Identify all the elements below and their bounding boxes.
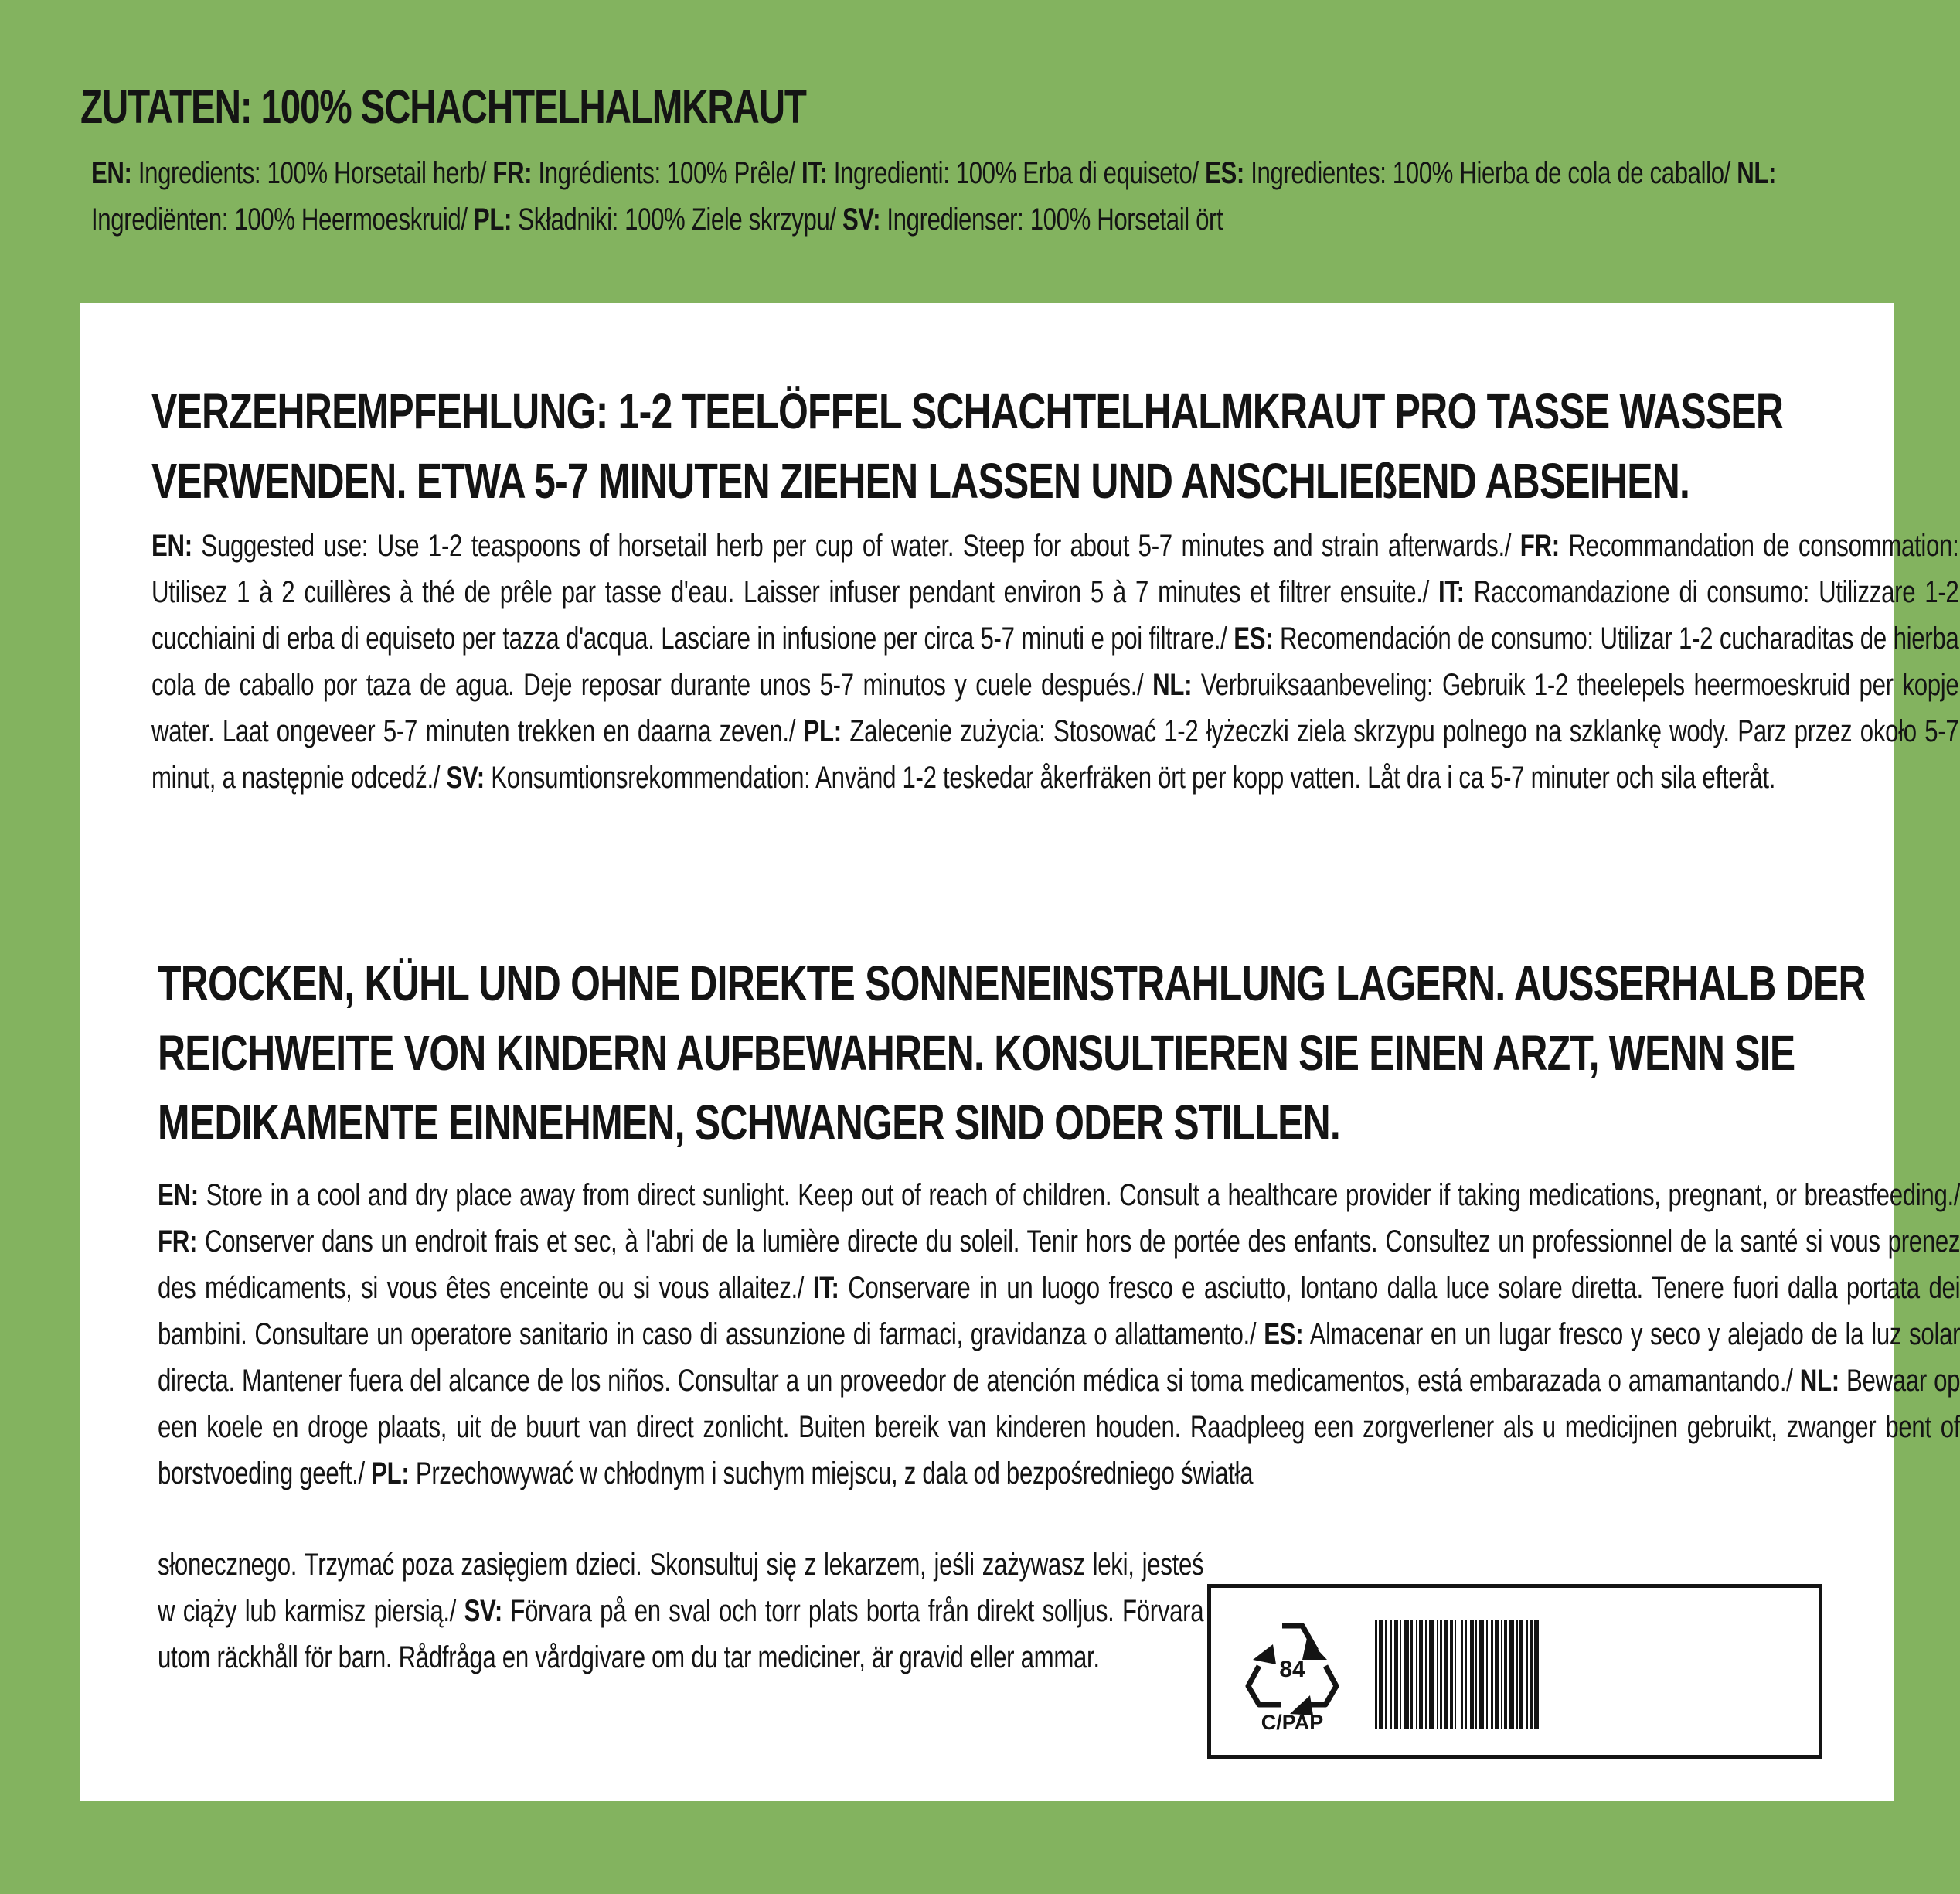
barcode-bar (1429, 1620, 1434, 1729)
lang-code-en: EN: (151, 529, 192, 563)
storage-text-fr: Conserver dans un endroit frais et sec, à l'abri de la lumière directe du soleil. Tenir hors de portée des enfants. Consultez un professionnel de la santé si vous prenez des médicaments, si vous êtes enceinte ou si vous allaitez./ (158, 1225, 1960, 1305)
lang-code-fr: FR: (1519, 529, 1560, 563)
barcode-bar (1425, 1620, 1427, 1729)
lang-code-pl: PL: (803, 714, 842, 748)
lang-code-pl: PL: (473, 203, 512, 237)
barcode-bar (1450, 1620, 1453, 1729)
barcode-bar (1404, 1620, 1409, 1729)
usage-text-en: Suggested use: Use 1-2 teaspoons of horsetail herb per cup of water. Steep for about 5-7 minutes and strain afterwards./ (192, 529, 1520, 563)
barcode-bar (1440, 1620, 1442, 1729)
ingredients-text-es: Ingredientes: 100% Hierba de cola de caballo/ (1244, 156, 1737, 190)
barcode-bar (1504, 1620, 1507, 1729)
lang-code-sv: SV: (842, 203, 881, 237)
lang-code-en: EN: (158, 1178, 199, 1212)
ingredients-text-nl: Ingrediënten: 100% Heermoeskruid/ (91, 203, 474, 237)
ingredients-text-it: Ingredienti: 100% Erba di equiseto/ (827, 156, 1206, 190)
lang-code-nl: NL: (1152, 668, 1193, 702)
recycling-code: C/PAP (1261, 1711, 1324, 1734)
lang-code-nl: NL: (1737, 156, 1777, 190)
barcode-bar (1375, 1620, 1377, 1729)
barcode-bar (1479, 1620, 1484, 1729)
barcode-bar (1437, 1620, 1438, 1729)
ingredients-text-fr: Ingrédients: 100% Prêle/ (532, 156, 802, 190)
lang-code-it: IT: (1438, 575, 1465, 609)
ingredients-text-sv: Ingredienser: 100% Horsetail ört (880, 203, 1223, 237)
barcode-bar (1526, 1620, 1528, 1729)
barcode-bar (1416, 1620, 1417, 1729)
lang-code-es: ES: (1234, 622, 1274, 656)
barcode-bar (1465, 1620, 1467, 1729)
ingredients-text-pl: Składniki: 100% Ziele skrzypu/ (511, 203, 842, 237)
lang-code-en: EN: (91, 156, 132, 190)
barcode-bar (1534, 1620, 1539, 1729)
label-card (80, 303, 1960, 1801)
barcode-bar (1385, 1620, 1387, 1729)
packaging-code-box (1207, 1584, 1822, 1759)
barcode-bar (1530, 1620, 1533, 1729)
storage-title: TROCKEN, KÜHL UND OHNE DIREKTE SONNENEINSTRAHLUNG LAGERN. AUSSERHALB DER REICHWEITE VON KINDERN AUFBEWAHREN. KONSULTIEREN SIE EINEN ARZT, WENN SIE MEDIKAMENTE EINNEHMEN, SCHWANGER SIND ODER STILLEN. (158, 956, 1866, 1150)
usage-text-it: Raccomandazione di consumo: Utilizzare 1-2 cucchiaini di erba di equiseto per tazza d'acqua. Lasciare in infusione per circa 5-7 minuti e poi filtrare./ (151, 575, 1959, 656)
barcode-bar (1516, 1620, 1518, 1729)
lang-code-pl: PL: (371, 1456, 410, 1490)
barcode-bar (1475, 1620, 1477, 1729)
lang-code-it: IT: (801, 156, 828, 190)
usage-translations (151, 523, 1958, 801)
storage-translations (158, 1172, 1960, 1497)
usage-title: VERZEHREMPFEHLUNG: 1-2 TEELÖFFEL SCHACHTELHALMKRAUT PRO TASSE WASSER VERWENDEN. ETWA 5-7 MINUTEN ZIEHEN LASSEN UND ANSCHLIEßEND ABSEIHEN. (151, 383, 1784, 509)
storage-text-sv: Förvara på en sval och torr plats borta från direkt solljus. Förvara utom räckhåll för barn. Rådfråga en vårdgivare om du tar mediciner, är gravid eller ammar. (158, 1594, 1204, 1674)
usage-text-sv: Konsumtionsrekommendation: Använd 1-2 teskedar åkerfräken ört per kopp vatten. Låt dra i ca 5-7 minuter och sila efteråt. (484, 761, 1776, 795)
barcode-bar (1379, 1620, 1383, 1729)
barcode-bar (1509, 1620, 1514, 1729)
barcode-icon (1375, 1620, 1797, 1729)
lang-code-es: ES: (1205, 156, 1244, 190)
barcode-bar (1394, 1620, 1398, 1729)
ingredients-header (80, 79, 1827, 243)
barcode-bar (1519, 1620, 1523, 1729)
ingredients-title: ZUTATEN: 100% SCHACHTELHALMKRAUT (80, 80, 806, 133)
barcode-bar (1400, 1620, 1401, 1729)
barcode-bar (1444, 1620, 1448, 1729)
storage-text-pl: Przechowywać w chłodnym i suchym miejscu, z dala od bezpośredniego światła (409, 1456, 1254, 1490)
lang-code-nl: NL: (1799, 1364, 1839, 1398)
lang-code-sv: SV: (446, 761, 485, 795)
ingredients-text-en: Ingredients: 100% Horsetail herb/ (131, 156, 493, 190)
storage-translations-continued (158, 1541, 1203, 1681)
storage-text-nl: Bewaar op een koele en droge plaats, uit de buurt van direct zonlicht. Buiten bereik van kinderen houden. Raadpleeg een zorgverlener als u medicijnen gebruikt, zwanger bent of borstvoeding geeft./ (158, 1364, 1960, 1490)
recycling-number: 84 (1279, 1657, 1305, 1682)
barcode-bar (1495, 1620, 1499, 1729)
usage-text-es: Recomendación de consumo: Utilizar 1-2 cucharaditas de hierba cola de caballo por taza de agua. Deje reposar durante unos 5-7 minutos y cuele después./ (151, 622, 1959, 702)
storage-text-es: Almacenar en un lugar fresco y seco y alejado de la luz solar directa. Mantener fuera del alcance de los niños. Consultar a un proveedor de atención médica si toma medicamentos, está embarazada o amamantando./ (158, 1317, 1960, 1398)
lang-code-es: ES: (1264, 1317, 1304, 1351)
barcode-bar (1419, 1620, 1423, 1729)
barcode-bar (1390, 1620, 1392, 1729)
lang-code-fr: FR: (158, 1225, 198, 1259)
storage-text-en: Store in a cool and dry place away from direct sunlight. Keep out of reach of children. Consult a healthcare provider if taking medications, pregnant, or breastfeeding./ (198, 1178, 1960, 1212)
storage-text-pl-continued: słonecznego. Trzymać poza zasięgiem dzieci. Skonsultuj się z lekarzem, jeśli zażywasz leki, jesteś w ciąży lub karmisz piersią./ (158, 1548, 1204, 1628)
barcode-bar (1455, 1620, 1456, 1729)
barcode-bar (1491, 1620, 1493, 1729)
barcode-bar (1470, 1620, 1474, 1729)
barcode-bar (1501, 1620, 1502, 1729)
usage-text-pl: Zalecenie zużycia: Stosować 1-2 łyżeczki ziela skrzypu polnego na szklankę wody. Parz przez około 5-7 minut, a następnie odcedź./ (151, 714, 1959, 795)
lang-code-sv: SV: (464, 1594, 502, 1628)
usage-text-fr: Recommandation de consommation: Utilisez 1 à 2 cuillères à thé de prêle par tasse d'eau. Laisser infuser pendant environ 5 à 7 minutes et filtrer ensuite./ (151, 529, 1959, 609)
barcode-bar (1410, 1620, 1413, 1729)
lang-code-it: IT: (812, 1271, 839, 1305)
recycling-symbol-icon (1242, 1615, 1342, 1734)
lang-code-fr: FR: (492, 156, 533, 190)
usage-text-nl: Verbruiksaanbeveling: Gebruik 1-2 theelepels heermoeskruid per kopje water. Laat ongeveer 5-7 minuten trekken en daarna zeven./ (151, 668, 1959, 748)
barcode-bar (1461, 1620, 1463, 1729)
barcode-bar (1486, 1620, 1488, 1729)
storage-text-it: Conservare in un luogo fresco e asciutto, lontano dalla luce solare diretta. Tenere fuori dalla portata dei bambini. Consultare un operatore sanitario in caso di assunzione di farmaci, gravidanza o allattamento./ (158, 1271, 1960, 1351)
ingredients-translations (91, 150, 1894, 243)
